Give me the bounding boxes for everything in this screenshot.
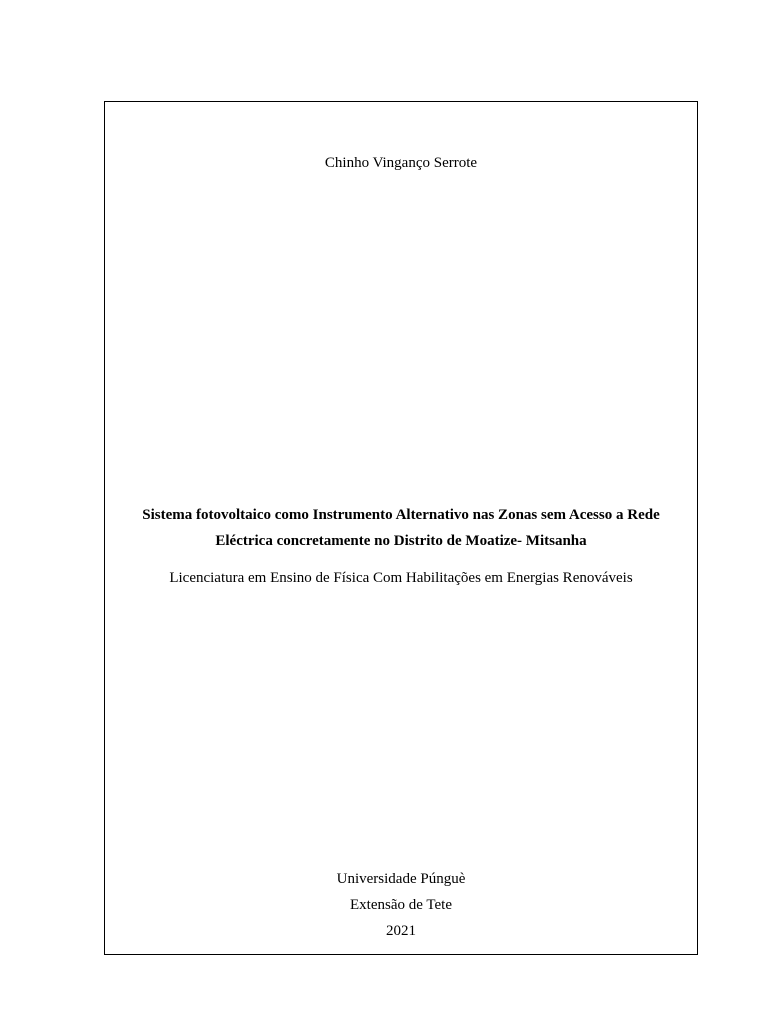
publication-year: 2021 [386, 923, 416, 939]
degree-program: Licenciatura em Ensino de Física Com Habilitações em Energias Renováveis [169, 570, 633, 586]
author-name: Chinho Vinganço Serrote [324, 155, 478, 171]
cover-page-border [104, 101, 698, 955]
campus-extension: Extensão de Tete [350, 897, 452, 913]
university-name: Universidade Púnguè [336, 871, 466, 887]
thesis-title-line-1: Sistema fotovoltaico como Instrumento Alternativo nas Zonas sem Acesso a Rede [142, 507, 660, 523]
thesis-title-line-2: Eléctrica concretamente no Distrito de Moatize- Mitsanha [215, 533, 587, 549]
